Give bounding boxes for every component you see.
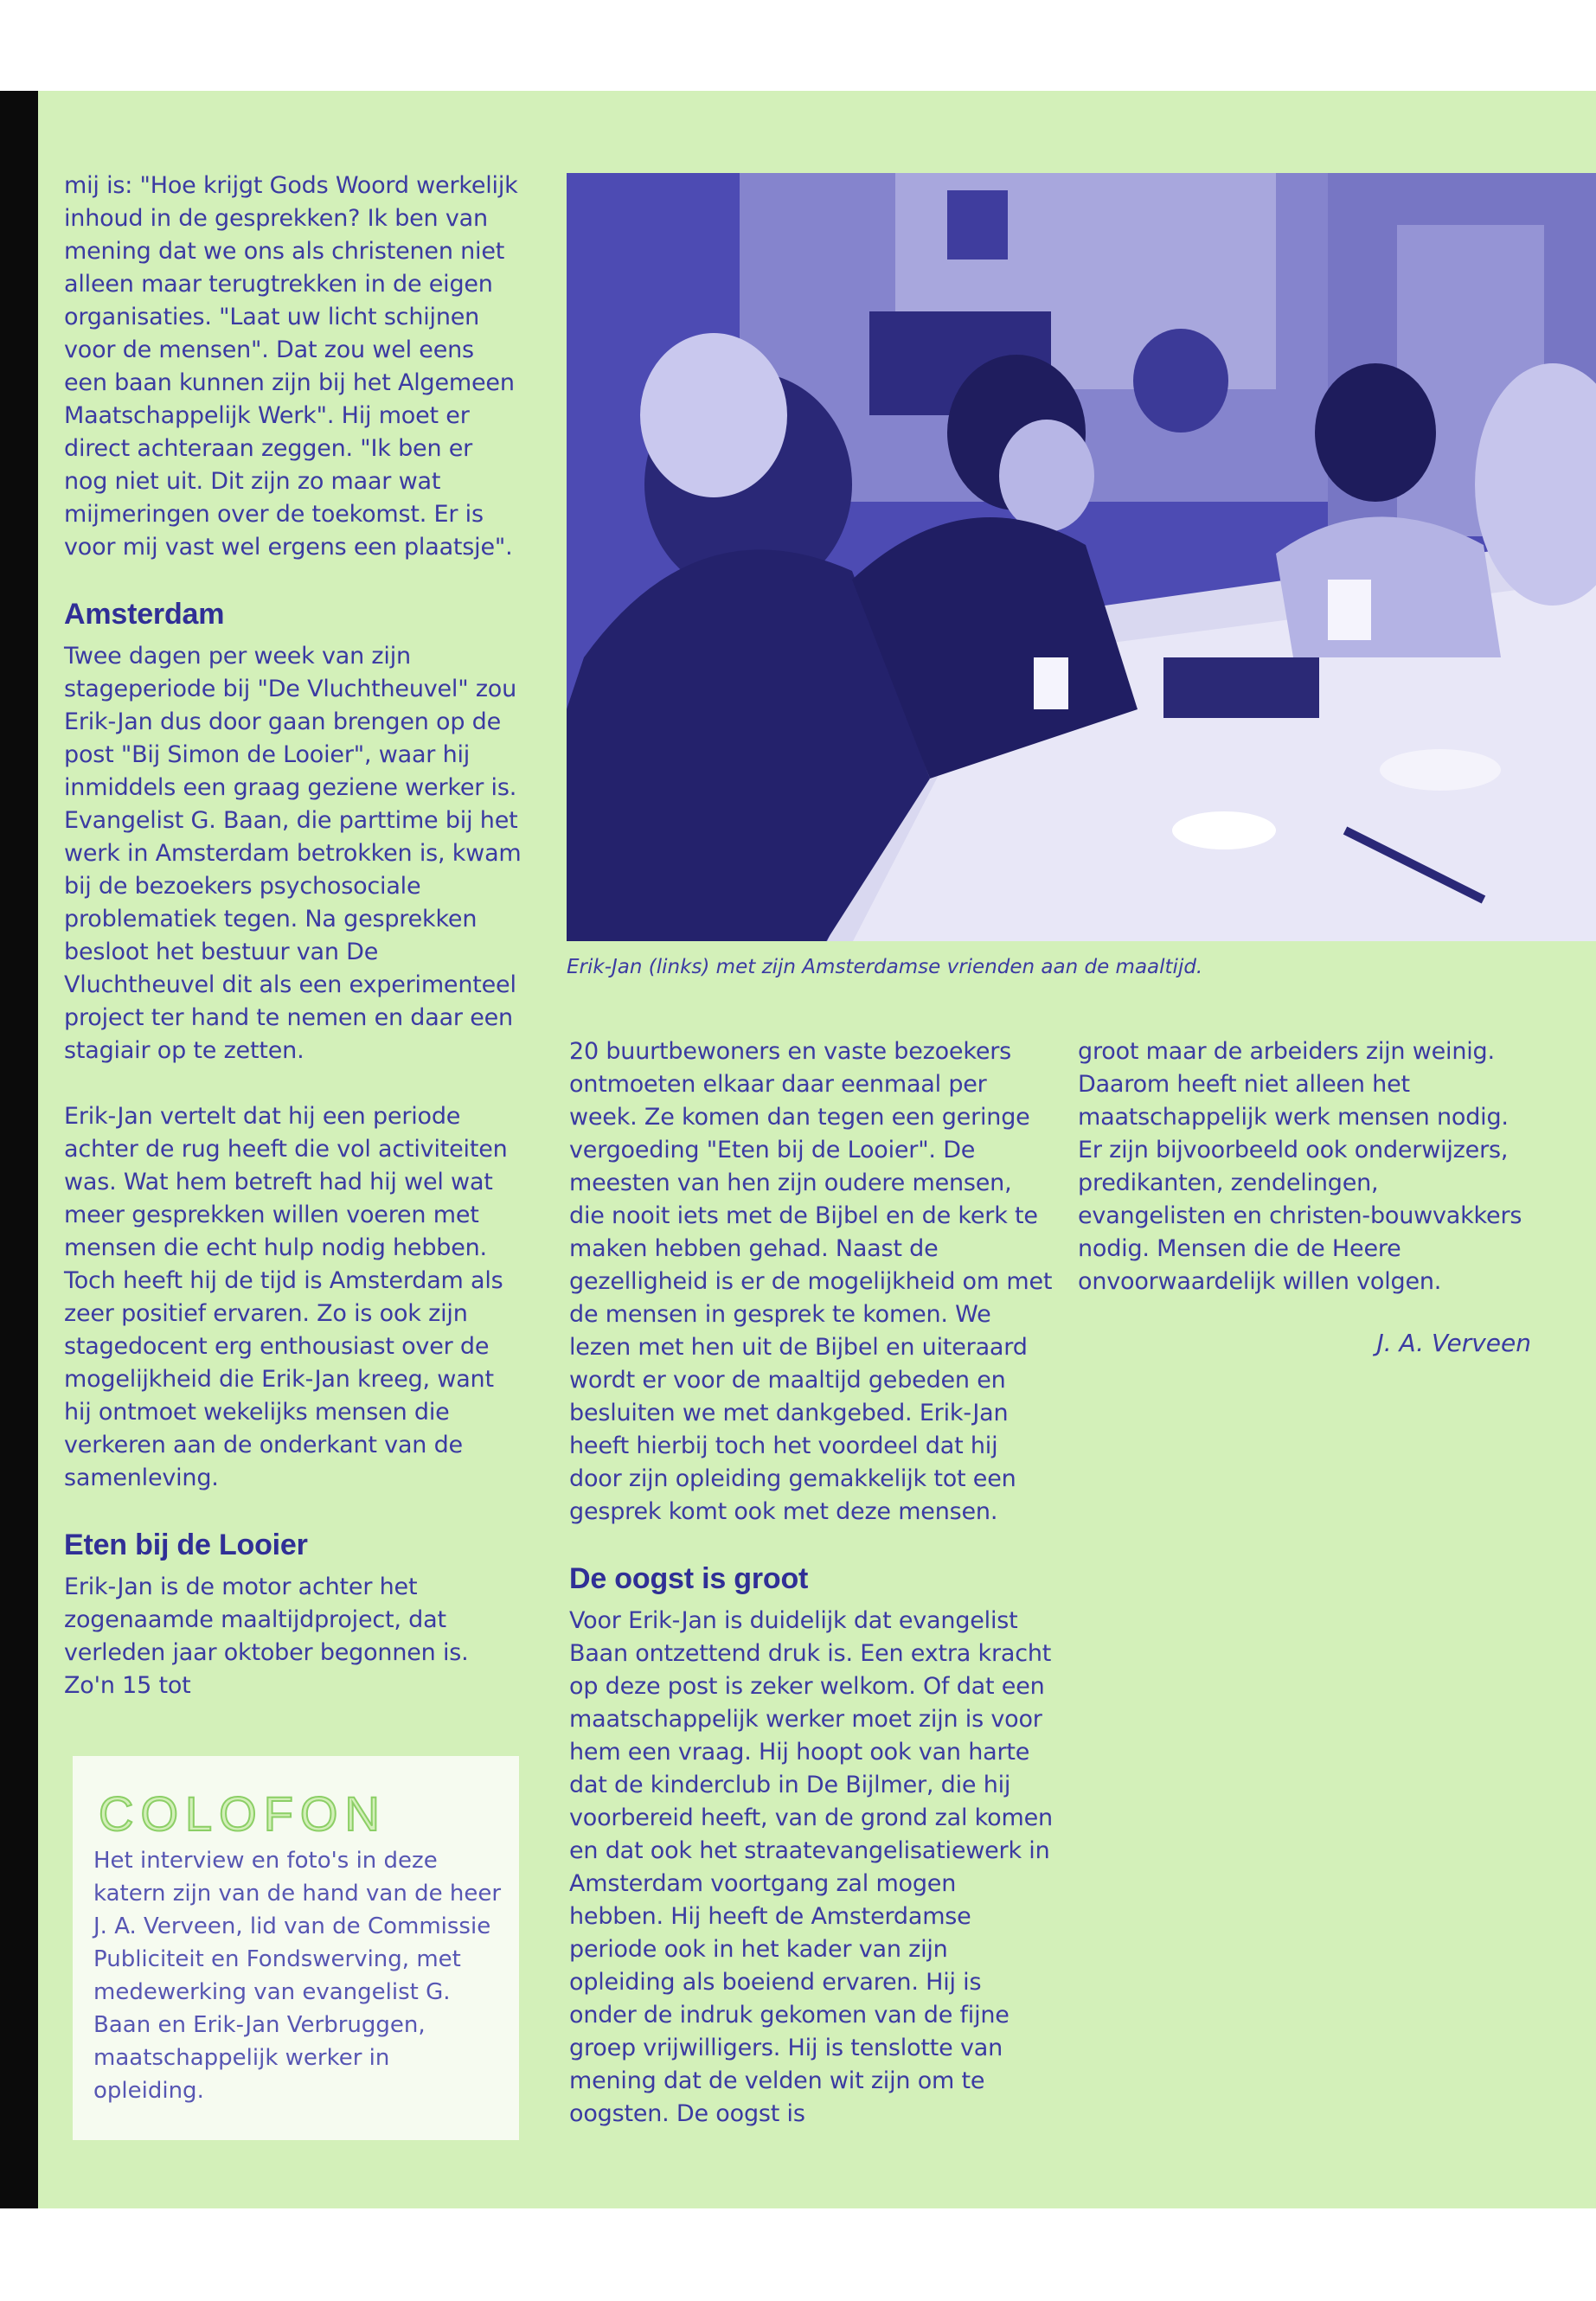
colofon-title: COLOFON (99, 1786, 387, 1841)
maaltijd-paragraph: 20 buurtbewoners en vaste bezoekers ontmoeten elkaar daar eenmaal per week. Ze komen dan tegen een geringe vergoeding "Eten bij de Looier". De meesten van hen zijn oudere mensen, die nooit iets met de Bijbel en de kerk te maken hebben gehad. Naast de gezelligheid is er de mogelijkheid om met de mensen in gesprek te komen. We lezen met hen uit de Bijbel en uiteraard wordt er voor de maaltijd gebeden en besluiten we met dankgebed. Erik-Jan heeft hierbij toch het voordeel dat hij door zijn opleiding gemakkelijk tot een gesprek komt ook met deze mensen. (569, 1038, 1053, 1525)
section-heading-oogst: De oogst is groot (569, 1562, 809, 1595)
eten-paragraph: Erik-Jan is de motor achter het zogenaamde maaltijdproject, dat verleden jaar oktober begonnen is. Zo'n 15 tot (64, 1574, 469, 1699)
colofon-box (73, 1756, 519, 2140)
section-heading-amsterdam: Amsterdam (64, 598, 225, 631)
section-heading-eten: Eten bij de Looier (64, 1529, 308, 1561)
meal-photo (567, 173, 1596, 941)
amsterdam-paragraph-1: Twee dagen per week van zijn stageperiode bij "De Vluchtheuvel" zou Erik-Jan dus door gaan brengen op de post "Bij Simon de Looier", waar hij inmiddels een graag geziene werker is. Evangelist G. Baan, die parttime bij het werk in Amsterdam betrokken is, kwam bij de bezoekers psychosociale problematiek tegen. Na gesprekken besloot het bestuur van De Vluchtheuvel dit als een experimenteel project ter hand te nemen en daar een stagiair op te zetten. (64, 643, 522, 1064)
amsterdam-paragraph-2: Erik-Jan vertelt dat hij een periode achter de rug heeft die vol activiteiten was. Wat hem betreft had hij wel wat meer gesprekken willen voeren met mensen die echt hulp nodig hebben. Toch heeft hij de tijd is Amsterdam als zeer positief ervaren. Zo is ook zijn stagedocent erg enthousiast over de mogelijkheid die Erik-Jan kreeg, want hij ontmoet wekelijks mensen die verkeren aan de onderkant van de samenleving. (64, 1103, 508, 1491)
photo-caption: Erik-Jan (links) met zijn Amsterdamse vrienden aan de maaltijd. (567, 956, 1203, 978)
author-signature: J. A. Verveen (1376, 1329, 1531, 1357)
meal-photo-illustration (567, 173, 1596, 941)
column-left (64, 170, 522, 1735)
intro-paragraph: mij is: "Hoe krijgt Gods Woord werkelijk inhoud in de gesprekken? Ik ben van mening dat we ons als christenen niet alleen maar terugtrekken in de eigen organisaties. "Laat uw licht schijnen voor de mensen". Dat zou wel eens een baan kunnen zijn bij het Algemeen Maatschappelijk Werk". Hij moet er direct achteraan zeggen. "Ik ben er nog niet uit. Dit zijn zo maar wat mijmeringen over de toekomst. Er is voor mij vast wel ergens een plaatsje". (64, 172, 518, 561)
column-right (1078, 1035, 1531, 1331)
oogst-paragraph: Voor Erik-Jan is duidelijk dat evangelist Baan ontzettend druk is. Een extra kracht op deze post is zeker welkom. Of dat een maatschappelijk werker moet zijn is voor hem een vraag. Hij hoopt ook van harte dat de kinderclub in De Bijlmer, die hij voorbereid heeft, van de grond zal komen en dat ook het straatevangelisatiewerk in Amsterdam voortgang zal mogen hebben. Hij heeft de Amsterdamse periode ook in het kader van zijn opleiding als boeiend ervaren. Hij is onder de indruk gekomen van de fijne groep vrijwilligers. Hij is tenslotte van mening dat de velden wit zijn om te oogsten. De oogst is (569, 1607, 1053, 2127)
colofon-text: Het interview en foto's in deze katern zijn van de hand van de heer J. A. Verveen, lid van de Commissie Publiciteit en Fondswerving, met medewerking van evangelist G. Baan en Erik-Jan Verbruggen, maatschappelijk werker in opleiding. (93, 1848, 502, 2104)
column-middle (569, 1035, 1054, 2163)
scan-edge (0, 91, 38, 2208)
closing-paragraph: groot maar de arbeiders zijn weinig. Daarom heeft niet alleen het maatschappelijk werk mensen nodig. Er zijn bijvoorbeeld ook onderwijzers, predikanten, zendelingen, evangelisten en christen-bouwvakkers nodig. Mensen die de Heere onvoorwaardelijk willen volgen. (1078, 1038, 1522, 1295)
